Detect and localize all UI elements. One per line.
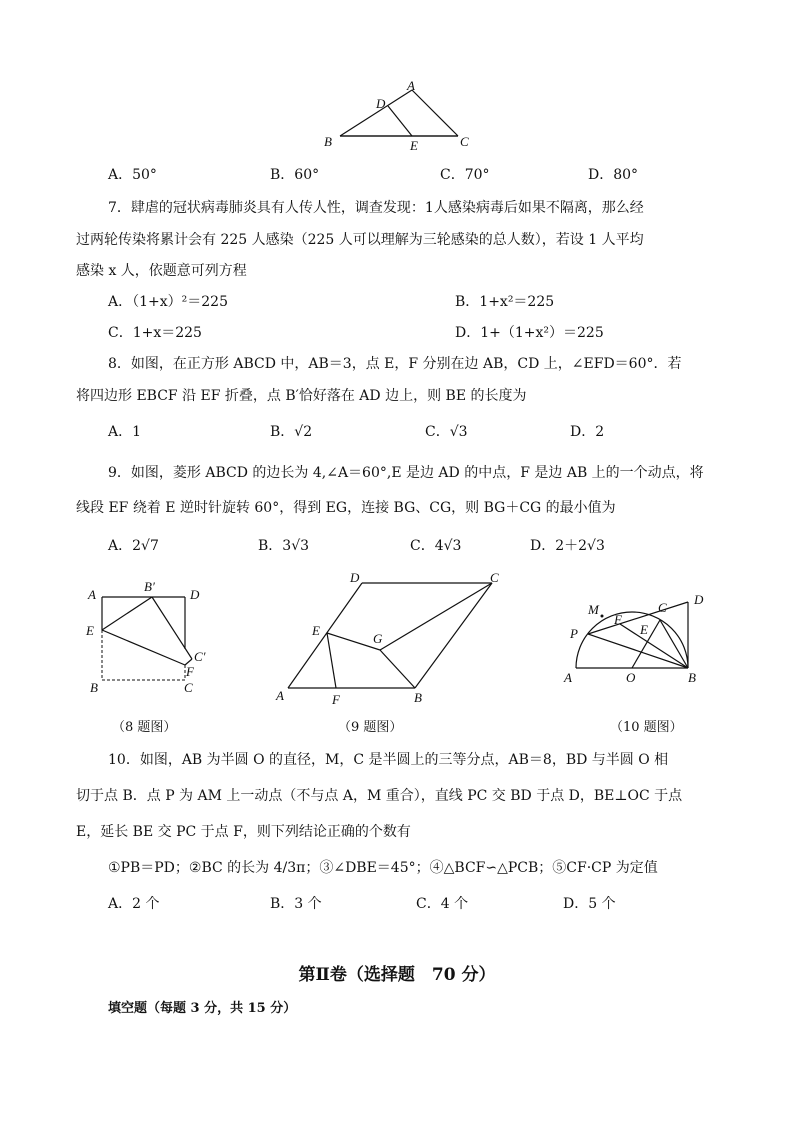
fig9-label-f: F: [332, 692, 340, 707]
q9-option-c: C．4√3: [410, 538, 462, 554]
q6-option-b: B．60°: [270, 167, 320, 183]
q9-option-d: D．2＋2√3: [530, 538, 605, 554]
q7-line-1: 7．肆虐的冠状病毒肺炎具有人传人性，调查发现：1人感染病毒后如果不隔离，那么经: [108, 200, 644, 216]
q9-line-1: 9．如图，菱形 ABCD 的边长为 4,∠A＝60°,E 是边 AD 的中点，F 是边 AB 上的一个动点，将: [108, 465, 704, 481]
q10-statements: ①PB＝PD；②BC 的长为 4/3π；③∠DBE＝45°；④△BCF∽△PCB；⑤CF·CP 为定值: [108, 860, 658, 876]
q6-label-d: D: [376, 96, 386, 111]
fig10-label-d: D: [694, 592, 704, 607]
fig10-label-a: A: [564, 670, 572, 685]
q8-option-a: A．1: [108, 424, 142, 440]
fig8-caption: （8 题图）: [112, 720, 177, 735]
fig9-label-e: E: [312, 623, 320, 638]
fig9-rhombus-figure: [270, 570, 510, 710]
q7-line-3: 感染 x 人，依题意可列方程: [76, 263, 247, 279]
fig8-label-f: F: [186, 664, 194, 679]
q6-option-c: C．70°: [440, 167, 490, 183]
section-title: 第Ⅱ卷（选择题 70 分）: [298, 965, 496, 985]
q7-option-c: C．1+x＝225: [108, 325, 202, 341]
q7-option-b: B．1+x²＝225: [455, 294, 555, 310]
q8-option-d: D．2: [570, 424, 605, 440]
q7-option-d: D．1+（1+x²）＝225: [455, 325, 604, 341]
fig8-label-bprime: B′: [144, 579, 155, 594]
fig10-semicircle-figure: [560, 590, 720, 700]
fig8-label-c: C: [184, 680, 193, 695]
fig10-label-c: C: [658, 600, 667, 615]
fig10-caption: （10 题图）: [610, 720, 683, 735]
fig8-label-a: A: [88, 587, 96, 602]
fig10-label-e: E: [640, 622, 648, 637]
q10-option-c: C．4 个: [416, 896, 469, 912]
q6-label-e: E: [410, 138, 418, 153]
fig8-label-d: D: [190, 587, 200, 602]
q6-option-a: A．50°: [108, 167, 157, 183]
fig8-label-cprime: C′: [194, 649, 206, 664]
fig8-label-e: E: [86, 623, 94, 638]
fig9-label-g: G: [373, 631, 383, 646]
q10-option-d: D．5 个: [563, 896, 616, 912]
q10-line-3: E，延长 BE 交 PC 于点 F，则下列结论正确的个数有: [76, 824, 411, 840]
fig9-caption: （9 题图）: [338, 720, 403, 735]
q6-label-c: C: [460, 134, 469, 149]
q10-option-a: A．2 个: [108, 896, 160, 912]
q7-option-a: A．（1+x）²＝225: [108, 294, 228, 310]
fig9-label-d: D: [350, 570, 360, 585]
fig10-label-b: B: [688, 670, 696, 685]
q8-line-1: 8．如图，在正方形 ABCD 中，AB＝3，点 E，F 分别在边 AB，CD 上，∠EFD＝60°．若: [108, 356, 682, 372]
q10-line-2: 切于点 B．点 P 为 AM 上一动点（不与点 A，M 重合），直线 PC 交 BD 于点 D，BE⊥OC 于点: [76, 788, 683, 804]
fig9-label-c: C: [490, 570, 499, 585]
section-subtitle: 填空题（每题 3 分，共 15 分）: [108, 1001, 297, 1016]
q6-label-b: B: [324, 134, 332, 149]
q7-line-2: 过两轮传染将累计会有 225 人感染（225 人可以理解为三轮感染的总人数），若设 1 人平均: [76, 232, 644, 248]
q9-line-2: 线段 EF 绕着 E 逆时针旋转 60°，得到 EG，连接 BG、CG，则 BG＋CG 的最小值为: [76, 500, 616, 516]
q6-triangle-figure: [320, 78, 480, 158]
q8-option-b: B．√2: [270, 424, 313, 440]
fig10-label-o: O: [626, 670, 636, 685]
fig8-square-fold-figure: [80, 575, 220, 700]
fig8-label-b: B: [90, 680, 98, 695]
q6-label-a: A: [407, 78, 415, 93]
fig10-label-p: P: [570, 626, 578, 641]
fig10-label-f: F: [614, 612, 622, 627]
fig10-label-m: M: [588, 602, 599, 617]
q8-option-c: C．√3: [425, 424, 468, 440]
q10-option-b: B．3 个: [270, 896, 322, 912]
q9-option-a: A．2√7: [108, 538, 159, 554]
q10-line-1: 10．如图，AB 为半圆 O 的直径，M，C 是半圆上的三等分点，AB＝8，BD 与半圆 O 相: [108, 752, 669, 768]
fig9-label-b: B: [414, 690, 422, 705]
q6-option-d: D．80°: [588, 167, 639, 183]
fig9-label-a: A: [276, 688, 284, 703]
q9-option-b: B．3√3: [258, 538, 310, 554]
q8-line-2: 将四边形 EBCF 沿 EF 折叠，点 B′恰好落在 AD 边上，则 BE 的长度为: [76, 388, 527, 404]
